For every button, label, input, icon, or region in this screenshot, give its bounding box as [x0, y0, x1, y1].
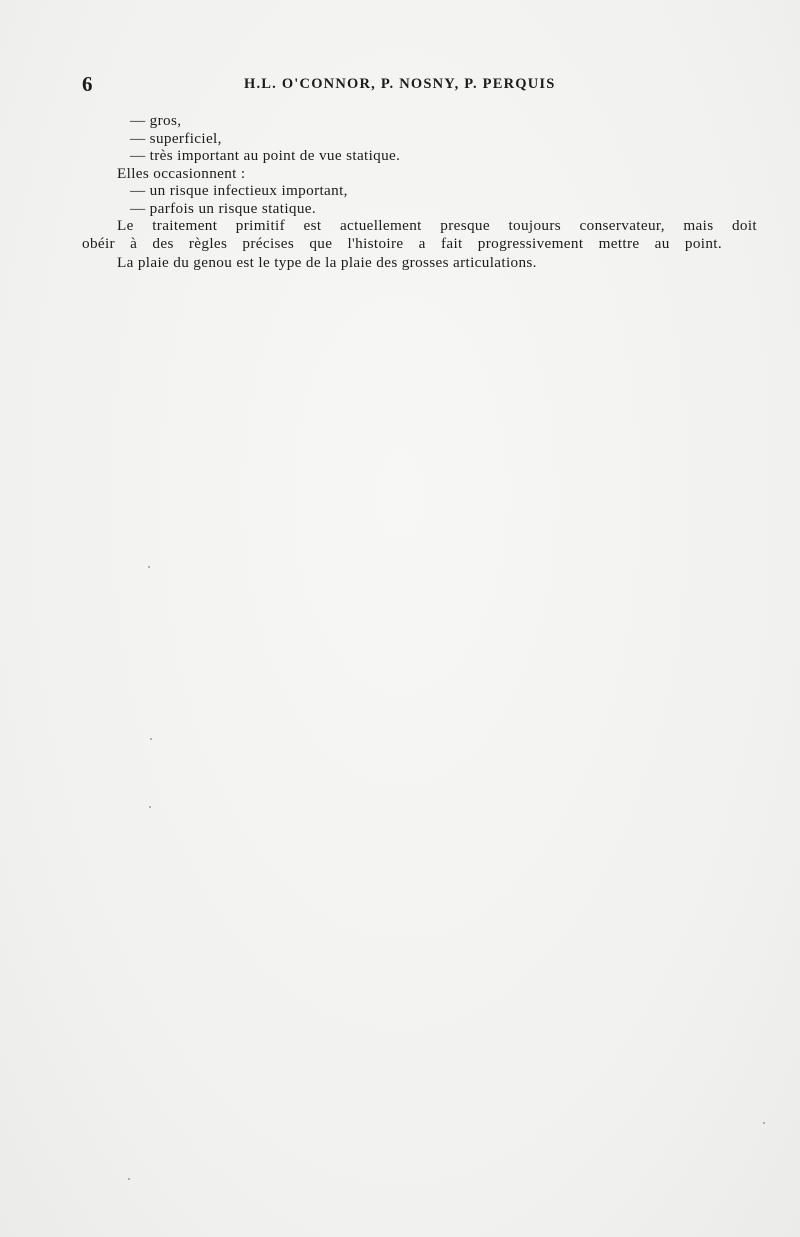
list-item: — superficiel, [130, 129, 222, 147]
paragraph-line: La plaie du genou est le type de la plaie des grosses articulations. [117, 254, 537, 271]
paragraph-line: Le traitement primitif est actuellement presque toujours conservateur, mais doit [117, 217, 757, 234]
body-text [82, 112, 757, 272]
list-item: — très important au point de vue statique. [130, 147, 401, 164]
paper-speck [148, 566, 150, 568]
paper-speck [128, 1178, 130, 1180]
paper-speck [150, 738, 152, 740]
paragraph-line: obéir à des règles précises que l'histoire a fait progressivement mettre au point. [82, 234, 722, 252]
list-item: — un risque infectieux important, [130, 182, 348, 199]
paragraph-line: Elles occasionnent : [117, 164, 246, 182]
paper-speck [763, 1122, 765, 1124]
paper-speck [149, 806, 151, 808]
running-head: H.L. O'CONNOR, P. NOSNY, P. PERQUIS [244, 76, 556, 92]
list-item: — gros, [130, 112, 182, 129]
list-item: — parfois un risque statique. [130, 199, 317, 217]
page-number: 6 [82, 72, 93, 96]
